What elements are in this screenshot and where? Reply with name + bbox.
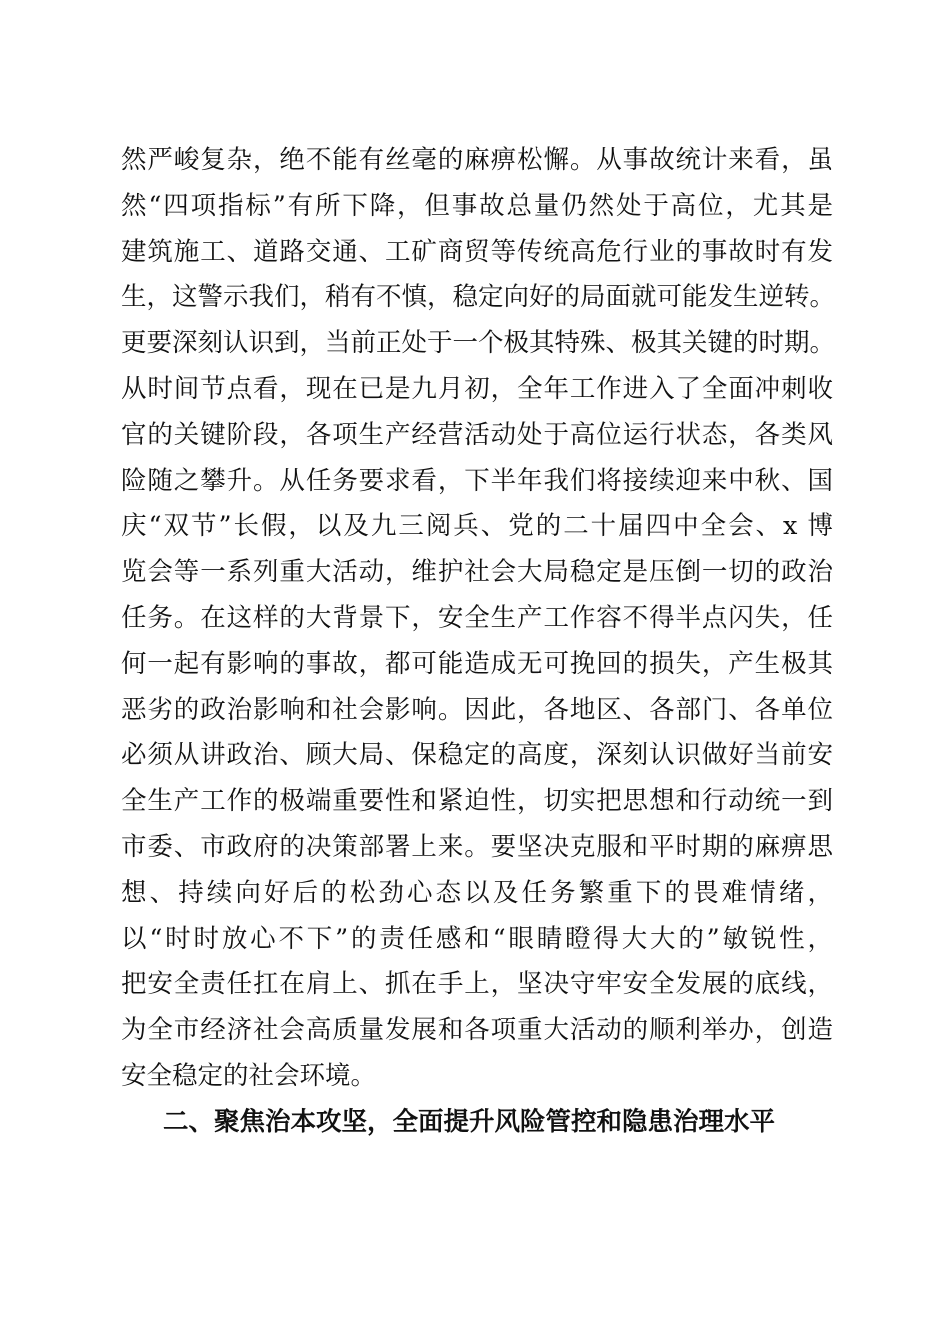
paragraph-line: 生，这警示我们，稍有不慎，稳定向好的局面就可能发生逆转。 (121, 282, 836, 313)
paragraph-line: 以“时时放心不下”的责任感和“眼睛瞪得大大的”敏锐性， (121, 923, 833, 954)
paragraph-line: 何一起有影响的事故，都可能造成无可挽回的损失，产生极其 (121, 648, 833, 679)
paragraph-line: 把安全责任扛在肩上、抓在手上，坚决守牢安全发展的底线， (121, 969, 833, 1000)
paragraph-line: 必须从讲政治、顾大局、保稳定的高度，深刻认识做好当前安 (121, 740, 833, 771)
paragraph-line: 恶劣的政治影响和社会影响。因此，各地区、各部门、各单位 (121, 694, 833, 725)
paragraph-line: 市委、市政府的决策部署上来。要坚决克服和平时期的麻痹思 (121, 831, 833, 862)
section-heading: 二、聚焦治本攻坚，全面提升风险管控和隐患治理水平 (163, 1107, 776, 1137)
paragraph-line: 览会等一系列重大活动，维护社会大局稳定是压倒一切的政治 (121, 557, 833, 588)
paragraph-line: 官的关键阶段，各项生产经营活动处于高位运行状态，各类风 (121, 419, 833, 450)
paragraph-line: 然严峻复杂，绝不能有丝毫的麻痹松懈。从事故统计来看，虽 (121, 145, 833, 175)
body-paragraph (121, 138, 836, 1100)
paragraph-line: 险随之攀升。从任务要求看，下半年我们将接续迎来中秋、国 (121, 465, 833, 496)
paragraph-line: 任务。在这样的大背景下，安全生产工作容不得半点闪失，任 (121, 602, 833, 633)
paragraph-line: 从时间节点看，现在已是九月初，全年工作进入了全面冲刺收 (121, 373, 833, 404)
paragraph-line: 为全市经济社会高质量发展和各项重大活动的顺利举办，创造 (121, 1015, 833, 1046)
paragraph-line: 庆“双节”长假，以及九三阅兵、党的二十届四中全会、x 博 (121, 511, 833, 542)
paragraph-line: 全生产工作的极端重要性和紧迫性，切实把思想和行动统一到 (121, 786, 833, 817)
paragraph-line: 建筑施工、道路交通、工矿商贸等传统高危行业的事故时有发 (121, 236, 833, 267)
paragraph-line: 安全稳定的社会环境。 (121, 1060, 377, 1091)
paragraph-line: 更要深刻认识到，当前正处于一个极其特殊、极其关键的时期。 (121, 328, 836, 359)
paragraph-line: 想、持续向好后的松劲心态以及任务繁重下的畏难情绪， (121, 877, 833, 908)
paragraph-line: 然“四项指标”有所下降，但事故总量仍然处于高位，尤其是 (121, 190, 833, 221)
